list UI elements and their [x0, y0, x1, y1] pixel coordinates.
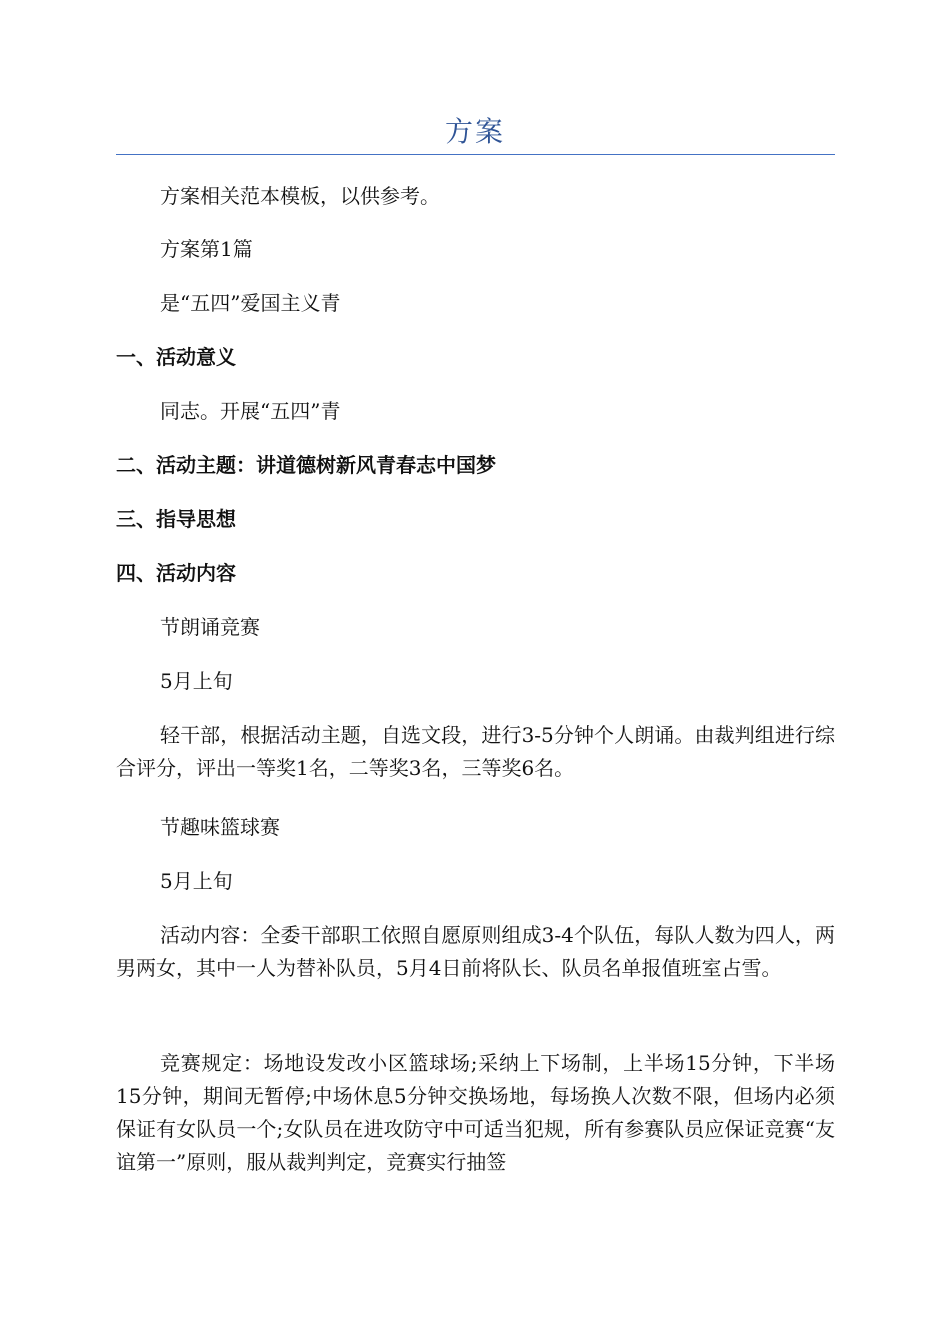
section-recitation-time: 5月上旬 — [160, 669, 233, 693]
title-underline — [116, 154, 835, 155]
section-basketball-title: 节趣味篮球赛 — [160, 815, 280, 839]
section-basketball-body: 活动内容：全委干部职工依照自愿原则组成3-4个队伍，每队人数为四人，两男两女，其中一人为替补队员，5月4日前将队长、队员名单报值班室占雪。 — [116, 923, 835, 980]
article-label: 方案第1篇 — [160, 237, 253, 261]
body-line-2: 同志。开展“五四”青 — [160, 399, 341, 423]
section-basketball-time: 5月上旬 — [160, 869, 233, 893]
intro-paragraph: 方案相关范本模板，以供参考。 — [160, 184, 440, 208]
heading-activity-content: 四、活动内容 — [116, 561, 236, 585]
heading-activity-meaning: 一、活动意义 — [116, 345, 236, 369]
heading-guiding-thought: 三、指导思想 — [116, 507, 236, 531]
document-title: 方案 — [444, 115, 505, 148]
section-basketball-rules: 竞赛规定：场地设发改小区篮球场;采纳上下场制，上半场15分钟，下半场15分钟，期间无暂停;中场休息5分钟交换场地，每场换人次数不限，但场内必须保证有女队员一个;女队员在进攻防守中可适当犯规，所有参赛队员应保证竞赛“友谊第一”原则，服从裁判判定，竞赛实行抽签 — [116, 1051, 835, 1174]
body-line-1: 是“五四”爱国主义青 — [160, 291, 341, 315]
section-recitation-body: 轻干部，根据活动主题，自选文段，进行3-5分钟个人朗诵。由裁判组进行综合评分，评出一等奖1名，二等奖3名，三等奖6名。 — [116, 723, 835, 780]
heading-activity-theme: 二、活动主题：讲道德树新风青春志中国梦 — [116, 453, 496, 477]
section-recitation-title: 节朗诵竞赛 — [160, 615, 260, 639]
